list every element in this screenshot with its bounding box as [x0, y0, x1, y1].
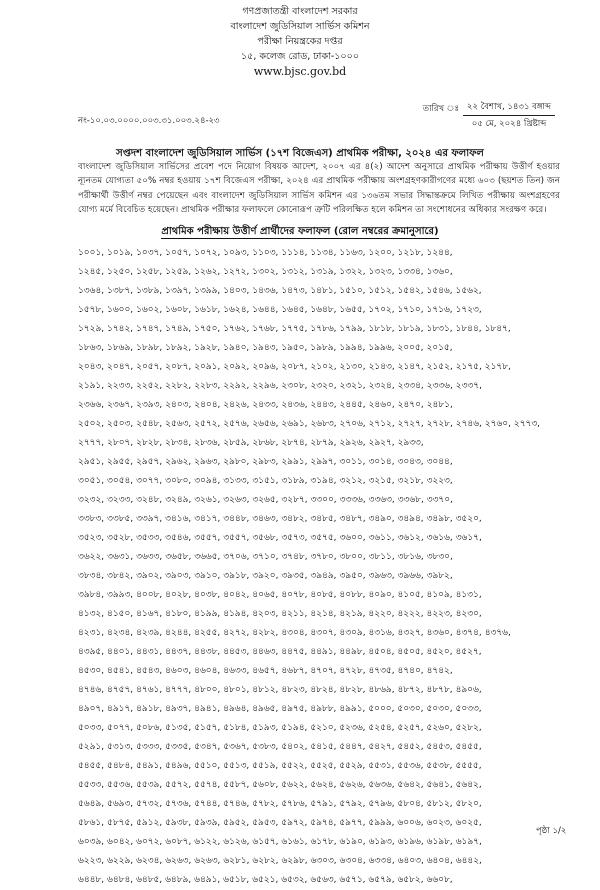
result-subtitle-text: প্রাথমিক পরীক্ষায় উত্তীর্ণ প্রার্থীদের ফলাফল (রোল নম্বরের ক্রমানুসারে)	[161, 226, 439, 237]
header-office: পরীক্ষা নিয়ন্ত্রকের দপ্তর	[257, 36, 343, 47]
header-website-link[interactable]: www.bjsc.gov.bd	[253, 65, 347, 78]
roll-number-line: ৬০৩৯, ৬০৪২, ৬০৭২, ৬০৮৭, ৬১২২, ৬১২৬, ৬১৫৭, ৬১৬১, ৬১৭৮, ৬১৯০, ৬১৯৩, ৬১৯৬, ৬১৯৮, ৬১৯৭,	[78, 837, 482, 847]
roll-number-line: ৩৩৮৩, ৩৩৮৫, ৩৩৯৭, ৩৪১৬, ৩৪১৭, ৩৪৪৮, ৩৪৬৩, ৩৪৮২, ৩৪৮৫, ৩৪৮৭, ৩৪৯০, ৩৪৯৪, ৩৪৯৮, ৩৫২০,	[78, 514, 482, 524]
roll-number-line: ১৭২৯, ১৭৪২, ১৭৪৭, ১৭৪৯, ১৭৫০, ১৭৬২, ১৭৬৮, ১৭৭৫, ১৭৮৬, ১৭৯৯, ১৮১৮, ১৮১৯, ১৮৩১, ১৮৪৪, ১৮৪৭,	[78, 324, 511, 334]
roll-number-line: ৪১৩২, ৪১৫০, ৪১৬৭, ৪১৮০, ৪১৯৯, ৪১৯৪, ৪২০৩, ৪২১১, ৪২১৪, ৪২১৯, ৪২২০, ৪২২২, ৪২২৩, ৪২৩০,	[78, 609, 482, 619]
roll-number-line: ৩৬২২, ৩৬৩১, ৩৬৩৩, ৩৬৫৮, ৩৬৬৫, ৩৭০৬, ৩৭১০, ৩৭৪৮, ৩৭৮০, ৩৮০০, ৩৮১১, ৩৮১৬, ৩৮৩০,	[78, 552, 453, 562]
header-commission: বাংলাদেশ জুডিসিয়াল সার্ভিস কমিশন	[230, 21, 370, 32]
roll-number-list	[78, 244, 560, 890]
roll-number-line: ৪৯০৭, ৪৯১৭, ৪৯১৮, ৪৯৩৭, ৪৯৪১, ৪৯৬৪, ৪৯৬৫, ৪৯৭৫, ৪৯৮৮, ৪৯৯১, ৫০০০, ৫০৩০, ৫০৩০, ৫০৩৩,	[78, 704, 482, 714]
roll-number-line: ৩৯৮৪, ৩৯৯৩, ৪০০৮, ৪০২৮, ৪০৩৮, ৪০৪২, ৪০৬৫, ৪০৭৮, ৪০৮৫, ৪০৮৮, ৪০৯০, ৪১০৫, ৪১০৯, ৪১৩১,	[78, 590, 482, 600]
roll-number-line: ৩৫২৩, ৩৫২৮, ৩৫৩৩, ৩৫৪৬, ৩৫৫৭, ৩৫৫৭, ৩৫৬৮, ৩৫৭৩, ৩৫৭৫, ৩৬০০, ৩৬১১, ৩৬১২, ৩৬১৬, ৩৬১৭,	[78, 533, 482, 543]
roll-number-line: ৫৪৫৫, ৫৪৮৪, ৫৪৯১, ৫৪৯৬, ৫৫১০, ৫৫১৩, ৫৫১৯, ৫৫২২, ৫৫২৫, ৫৫২৯, ৫৫৩১, ৫৫৩৬, ৫৫৩৮, ৫৫৫৫,	[78, 761, 482, 771]
date-english: ০৫ মে, ২০২৪ খ্রিষ্টাব্দ	[471, 119, 547, 129]
roll-number-line: ৪৫৩০, ৪৫৪১, ৪৫৪৩, ৪৬০৩, ৪৬০৪, ৪৬৩৩, ৪৬৫৭, ৪৬৮৭, ৪৭০৭, ৪৭২৮, ৪৭৩৫, ৪৭৪০, ৪৭৪২,	[78, 666, 453, 676]
roll-number-line: ১০০১, ১০১৯, ১০৩৭, ১০৫৭, ১০৭২, ১০৯৩, ১১০৩, ১১১৪, ১১৩৪, ১১৬৩, ১২০০, ১২১৮, ১২৪৪,	[78, 248, 453, 258]
roll-number-line: ২৩৬৬, ২৩৬৭, ২৩৯৩, ২৪০৩, ২৪০৪, ২৪২৬, ২৪৩৩, ২৪৩৬, ২৪৪৩, ২৪৪৫, ২৪৬০, ২৪৭০, ২৪৮১,	[78, 400, 453, 410]
roll-number-line: ১৫৭৮, ১৬০০, ১৬০২, ১৬০৮, ১৬১৮, ১৬২৪, ১৬৪৪, ১৬৪৫, ১৬৪৮, ১৬৫৫, ১৭০২, ১৭১০, ১৭১৬, ১৭২৩,	[78, 305, 482, 315]
notice-body: বাংলাদেশ জুডিসিয়াল সার্ভিসের প্রবেশ পদে নিয়োগ বিষয়ক আদেশ, ২০০৭ এর ৪(২) আদেশ অনুসারে প্রাথমিক পরীক্ষায় উত্তীর্ণ হওয়ার ন্যূনতম যোগ্যতা ৫০% নম্বর হওয়ায় ১৭শ বিজেএস পরীক্ষা, ২০২৪ এর প্রাথমিক পরীক্ষায় অংশগ্রহণকারীগণের মধ্যে ৬০৩ (ছয়শত তিন) জন পরীক্ষার্থী উত্তীর্ণ নম্বর পেয়েছেন এবং বাংলাদেশ জুডিসিয়াল সার্ভিস কমিশন এর ১৩৬তম সভার সিদ্ধান্তক্রমে লিখিত পরীক্ষায় অংশগ্রহণের যোগ্য মর্মে বিবেচিত হয়েছেন। প্রাথমিক পরীক্ষার ফলাফলে কোনোরূপ ত্রুটি পরিলক্ষিত হলে কমিশন তা সংশোধনের অধিকার সংরক্ষণ করে।	[78, 162, 560, 215]
roll-number-line: ৫৫৩৩, ৫৫৩৬, ৫৫৩৯, ৫৫৭২, ৫৫৭৪, ৫৫৮৭, ৫৬০৮, ৫৬২২, ৫৬২৪, ৫৬২৬, ৫৬৩৬, ৫৬৪২, ৫৬৪১, ৫৬৪২,	[78, 780, 482, 790]
roll-number-line: ২৭৭৭, ২৮০৭, ২৮২৮, ২৮৩৪, ২৮৩৬, ২৮৫৯, ২৮৬৮, ২৮৭৪, ২৮৭৯, ২৯২৬, ২৯২৭, ২৯৩৩,	[78, 438, 424, 448]
roll-number-line: ২৯৫১, ২৯৫৫, ২৯৫৭, ২৯৬২, ২৯৬৩, ২৯৮০, ২৯৮৩, ২৯৯১, ২৯৯৭, ৩০১১, ৩০১৪, ৩০৪৩, ৩০৪৪,	[78, 457, 453, 467]
roll-number-line: ৫২৯১, ৫৩১৩, ৫৩৩৩, ৫৩৩৫, ৫৩৪৭, ৫৩৬৭, ৫৩৮৩, ৫৪০২, ৫৪১৫, ৫৪৪৭, ৫৪২৭, ৫৪৫২, ৫৪৫৩, ৫৪৫৫,	[78, 742, 482, 752]
memo-number: নং-১০.০৩.০০০০.০০৩.৩১.০০৩.২৪-২৩	[78, 116, 220, 126]
header-address: ১৫, কলেজ রোড, ঢাকা-১০০০	[241, 51, 359, 62]
roll-number-line: ৬৪৪৮, ৬৪৮৪, ৬৪৮৫, ৬৪৮৯, ৬৪৯১, ৬৫১৮, ৬৫২১, ৬৫৩২, ৬৫৬৩, ৬৫৭১, ৬৫৭৯, ৬৫৮২, ৬৬০৮,	[78, 875, 453, 885]
roll-number-line: ২৫০২, ২৫০৩, ২৫৪৮, ২৫৬৩, ২৫৭২, ২৫৭৬, ২৬৫৬, ২৬৯১, ২৬৮৩, ২৭০৬, ২৭১২, ২৭২৭, ২৭২৮, ২৭৪৬, ২৭৬০, ২৭৭৩,	[78, 419, 541, 429]
result-subtitle	[0, 224, 600, 241]
header-government: গণপ্রজাতন্ত্রী বাংলাদেশ সরকার	[242, 6, 358, 17]
roll-number-line: ১৮৬৩, ১৮৬৯, ১৮৯৮, ১৮৯২, ১৯২৮, ১৯৪০, ১৯৪৩, ১৯৫০, ১৯৮৯, ১৯৯৪, ১৯৯৬, ২০০৫, ২০১৫,	[78, 343, 453, 353]
roll-number-line: ৪৭৪৬, ৪৭৫৭, ৪৭৬১, ৪৭৭৭, ৪৮০০, ৪৮০১, ৪৮১২, ৪৮২৩, ৪৮২৪, ৪৮২৮, ৪৮৬৯, ৪৮৭২, ৪৮৭৮, ৪৯০৬,	[78, 685, 482, 695]
roll-number-line: ৩৮৩৪, ৩৮৪২, ৩৯০২, ৩৯০৩, ৩৯১০, ৩৯১৮, ৩৯২০, ৩৯৩৫, ৩৯৪৯, ৩৯৫০, ৩৯৬৩, ৩৯৬৬, ৩৯৮২,	[78, 571, 453, 581]
roll-number-line: ৫৮৬১, ৫৮৭৫, ৫৯১২, ৫৯৩৮, ৫৯৩৯, ৫৯৫২, ৫৯৫৩, ৫৯৭২, ৫৯৭৪, ৫৯৭৭, ৫৯৯৯, ৬০০৬, ৬০২৩, ৬০২৫,	[78, 818, 482, 828]
page-number: পৃষ্ঠা ১/২	[536, 826, 567, 836]
roll-number-line: ৫০৩৩, ৫০৭৭, ৫০৮৬, ৫১৩৫, ৫১৫৭, ৫১৮৪, ৫১৯৩, ৫১৯৪, ৫২১০, ৫২৩৬, ৫২৫৪, ৫২৫৭, ৫২৬০, ৫২৮২,	[78, 723, 482, 733]
roll-number-line: ৩০৫১, ৩০৫৪, ৩০৭৭, ৩০৮০, ৩০৯৪, ৩১৩৩, ৩১৫১, ৩১৮৯, ৩১৯৪, ৩২১২, ৩২১৫, ৩২১৮, ৩২২৩,	[78, 476, 453, 486]
roll-number-line: ৪২৩১, ৪২৩৪, ৪২৩৯, ৪২৪৪, ৪২৫৫, ৪২৭২, ৪২৮২, ৪৩০৪, ৪৩০৭, ৪৩০৯, ৪৩১৬, ৪৩২৭, ৪৩৬০, ৪৩৭৪, ৪৩৭৬,	[78, 628, 511, 638]
roll-number-line: ১২৪৫, ১২৫০, ১২৫৮, ১২৫৯, ১২৬২, ১২৭২, ১৩০২, ১৩১২, ১৩১৯, ১৩২২, ১৩২৩, ১৩৩৪, ১৩৬০,	[78, 267, 453, 277]
date-label: তারিখ ঃ	[422, 104, 459, 114]
roll-number-line: ৫৬৪৯, ৫৬৯৩, ৫৭৩২, ৫৭৩৬, ৫৭৪৪, ৫৭৪৬, ৫৭৮২, ৫৭৮৬, ৫৭৯১, ৫৭৯২, ৫৭৯৬, ৫৮০৪, ৫৮১২, ৫৮২০,	[78, 799, 482, 809]
roll-number-line: ৬২২৩, ৬২২৯, ৬২৩৪, ৬২৬৩, ৬২৬৩, ৬২৮১, ৬২৮২, ৬২৯৮, ৬৩০৩, ৬৩০৪, ৬৩৩৪, ৬৪০৩, ৬৪০৪, ৬৪৪২,	[78, 856, 482, 866]
roll-number-line: ১৩৬৪, ১৩৮৭, ১৩৮৯, ১৩৯৭, ১৩৯৯, ১৪০৩, ১৪৩৬, ১৪৭৩, ১৪৮১, ১৫১০, ১৫১২, ১৫৪২, ১৫৪৬, ১৫৬২,	[78, 286, 482, 296]
date-block	[420, 100, 555, 132]
office-header	[0, 4, 600, 79]
roll-number-line: ২০৪৩, ২০৪৭, ২০৫৭, ২০৮৭, ২০৯১, ২০৯২, ২০৯৬, ২০৮৭, ২১০২, ২১৩০, ২১৪৩, ২১৪৭, ২১৫২, ২১৭৫, ২১৭৮,	[78, 362, 511, 372]
roll-number-line: ৪৩৯৫, ৪৪০১, ৪৪৩১, ৪৪৩৭, ৪৪৩৮, ৪৪৫৩, ৪৪৬৩, ৪৪৭৫, ৪৪৯১, ৪৪৯৮, ৪৫০৪, ৪৫০৫, ৪৫২০, ৪৫২৭,	[78, 647, 482, 657]
date-bangla: ২২ বৈশাখ, ১৪৩১ বঙ্গাব্দ	[463, 100, 555, 116]
notice-title: সপ্তদশ বাংলাদেশ জুডিসিয়াল সার্ভিস (১৭শ বিজেএস) প্রাথমিক পরীক্ষা, ২০২৪ এর ফলাফল	[116, 148, 484, 159]
roll-number-line: ২১৯১, ২২৩৩, ২২৫২, ২২৮২, ২২৮৩, ২২৯২, ২২৯৬, ২৩০৮, ২৩২০, ২৩২১, ২৩২৪, ২৩৩৪, ২৩৩৬, ২৩৩৭,	[78, 381, 482, 391]
roll-number-line: ৩২৩২, ৩২৩৩, ৩২৪৮, ৩২৪৯, ৩২৬১, ৩২৬৩, ৩২৬৫, ৩২৮৭, ৩৩০০, ৩৩৩৬, ৩৩৬৩, ৩৩৬৮, ৩৩৭০,	[78, 495, 453, 505]
